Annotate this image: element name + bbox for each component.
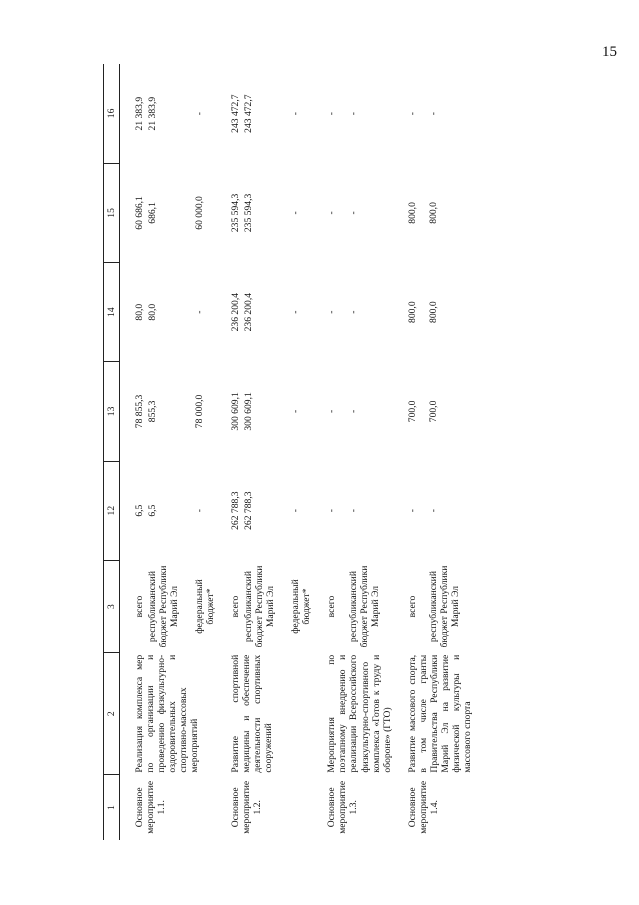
column-header: 16 [104,64,120,163]
funding-source: федеральный бюджет* [194,579,217,634]
value-cell: 800,0 [427,202,439,224]
funding-source: всего [134,595,146,618]
activity-description: Развитие спортивной медицины и обеспечение деятельности спортивных сооружений [230,654,275,773]
value-cell: - [427,509,439,513]
value-cell: - [427,112,439,116]
value-cell: 60 686,1 [134,196,146,230]
value-cell: 80,0 [147,303,159,321]
activity-label: Основное мероприятие 1.3. [326,780,360,834]
value-cell: 700,0 [427,400,439,423]
value-cell: - [347,509,359,513]
value-cell: 855,3 [147,400,159,423]
value-cell: 235 594,3 [230,193,242,233]
value-cell: 6,5 [134,504,146,517]
table-row [393,64,426,840]
value-cell: 236 200,4 [230,292,242,332]
value-cell: 243 472,7 [243,94,255,133]
column-header: 3 [104,560,120,652]
value-cell: 262 788,3 [243,491,255,530]
value-cell: - [326,310,338,314]
funding-source: федеральный бюджет* [290,579,313,634]
activity-label: Основное мероприятие 1.1. [134,780,168,834]
rotated-table-container [103,64,543,840]
value-cell: 80,0 [134,303,146,321]
value-cell: 800,0 [427,301,439,323]
value-cell: - [290,310,302,314]
value-cell: - [290,409,302,414]
value-cell: - [194,112,206,116]
value-cell: - [326,112,338,116]
header-row [104,64,120,840]
value-cell: - [326,211,338,215]
value-cell: 6,5 [147,504,159,517]
funding-source: всего [230,595,242,618]
column-header: 15 [104,163,120,262]
activity-description: Развитие массового спорта, в том числе гранты Правительства Республики Марий Эл на развитие физической культуры и массового спорта [406,654,473,773]
funding-source: всего [326,595,338,618]
table-row [312,64,345,840]
budget-table [103,64,473,840]
value-cell: - [347,310,359,314]
funding-source: республиканский бюджет Республики Марий Эл [347,565,381,648]
value-cell: 700,0 [406,400,418,423]
value-cell: 686,1 [147,202,159,224]
column-header: 14 [104,263,120,362]
activity-label: Основное мероприятие 1.2. [230,780,264,834]
funding-source: республиканский бюджет Республики Марий Эл [427,565,462,648]
value-cell: 60 000,0 [194,196,206,230]
value-cell: 243 472,7 [230,94,242,133]
value-cell: - [290,112,302,116]
column-header: 1 [104,775,120,840]
activity-description: Мероприятия по поэтапному внедрению и реализации Всероссийского физкультурно-спортивного комплекса «Готов к труду и обороне» (ГТО) [326,654,393,773]
value-cell: - [406,509,418,513]
value-cell: - [290,509,302,513]
activity-description: Реализация комплекса мер по организации и проведению физкультурно-оздоровительных и спортивно-массовых мероприятий [134,654,201,773]
column-header: 12 [104,461,120,560]
value-cell: - [406,112,418,116]
column-header: 13 [104,362,120,461]
funding-source: всего [406,595,418,618]
value-cell: 300 609,1 [243,392,255,431]
value-cell: - [347,211,359,215]
value-cell: 235 594,3 [243,193,255,233]
value-cell: 78 855,3 [134,394,146,429]
value-cell: 800,0 [406,202,418,224]
page-number: 15 [602,44,617,60]
column-header: 2 [104,653,120,775]
value-cell: - [194,310,206,314]
funding-source: республиканский бюджет Республики Марий Эл [147,565,181,648]
value-cell: 262 788,3 [230,491,242,530]
value-cell: - [290,211,302,215]
value-cell: - [194,509,206,513]
value-cell: - [347,112,359,116]
value-cell: 21 383,9 [147,96,159,131]
table-row [216,64,241,840]
value-cell: - [347,409,359,414]
value-cell: 21 383,9 [134,96,146,131]
value-cell: - [326,409,338,414]
value-cell: 300 609,1 [230,392,242,431]
funding-source: республиканский бюджет Республики Марий Эл [243,565,277,648]
value-cell: - [326,509,338,513]
activity-label: Основное мероприятие 1.4. [406,780,440,834]
value-cell: 78 000,0 [194,394,206,429]
value-cell: 236 200,4 [243,292,255,332]
table-row [120,64,146,840]
value-cell: 800,0 [406,301,418,323]
